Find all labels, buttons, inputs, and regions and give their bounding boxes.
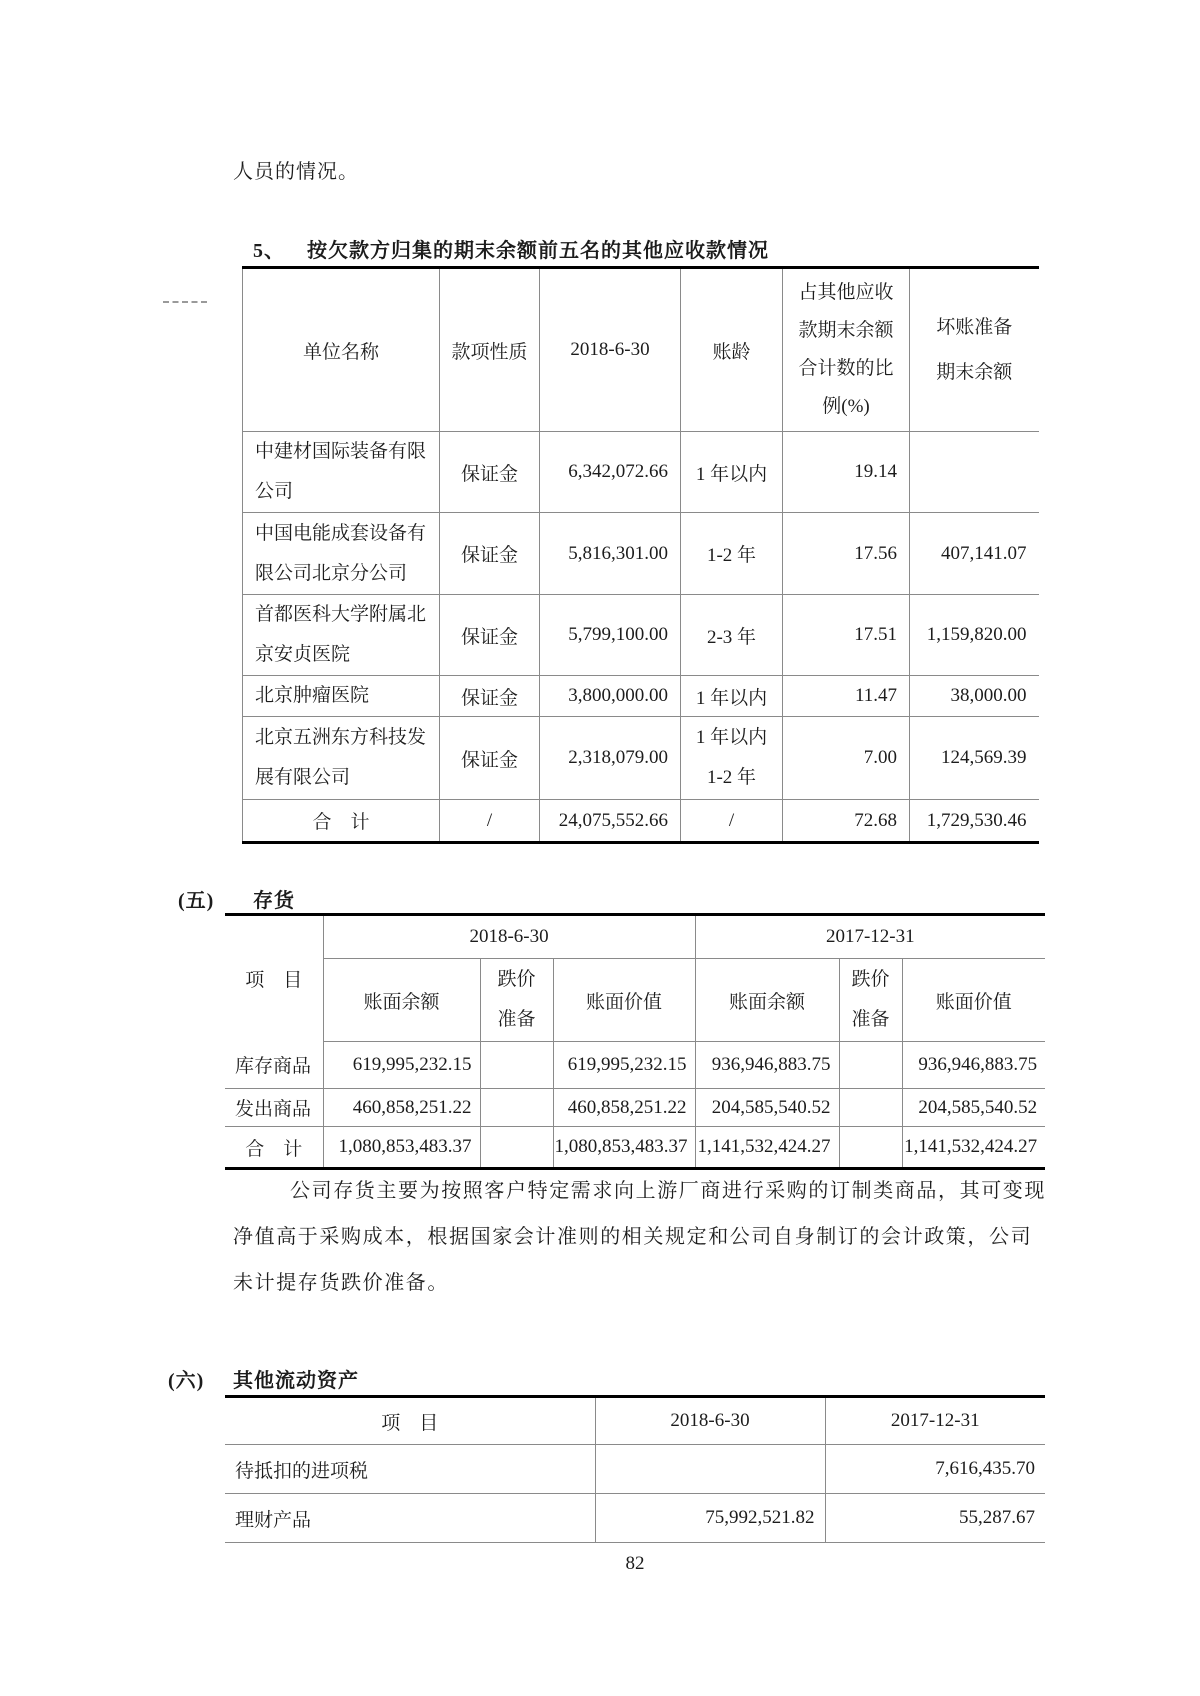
receivables-table [242, 266, 1039, 844]
col-nature: 款项性质 [440, 268, 540, 432]
amount: 5,816,301.00 [540, 513, 681, 595]
value-2018 [595, 1445, 825, 1494]
col-date: 2018-6-30 [540, 268, 681, 432]
balance-2017: 204,585,540.52 [695, 1089, 839, 1127]
col-bad-debt [910, 268, 1039, 432]
item: 待抵扣的进项税 [225, 1445, 595, 1494]
col-aging: 账龄 [681, 268, 783, 432]
provision-2017 [839, 1089, 902, 1127]
provision-line2: 准备 [851, 1009, 890, 1030]
section5-heading [253, 234, 769, 263]
section-liu-number: (六) [168, 1370, 205, 1392]
value-2018: 75,992,521.82 [595, 1494, 825, 1543]
item: 库存商品 [225, 1042, 323, 1089]
intro-text: 人员的情况。 [233, 161, 359, 183]
inventory-note [233, 1168, 1045, 1306]
table-row [243, 513, 1039, 595]
total-provision-2017 [839, 1127, 902, 1169]
item: 理财产品 [225, 1494, 595, 1543]
nature: 保证金 [440, 595, 540, 676]
total-balance-2017: 1,141,532,424.27 [695, 1127, 839, 1169]
group-2018: 2018-6-30 [323, 915, 695, 959]
group-2017: 2017-12-31 [695, 915, 1045, 959]
table-row [243, 432, 1039, 513]
other-current-assets-table [225, 1395, 1045, 1543]
ratio: 11.47 [783, 676, 910, 717]
bad-debt: 1,159,820.00 [910, 595, 1039, 676]
ratio: 7.00 [783, 717, 910, 800]
note-line: 净值高于采购成本，根据国家会计准则的相关规定和公司自身制订的会计政策，公司 [233, 1226, 1033, 1248]
bad-debt: 124,569.39 [910, 717, 1039, 800]
assets-header-row [225, 1397, 1045, 1445]
total-value-2017: 1,141,532,424.27 [904, 1136, 1038, 1157]
col-item: 项 目 [225, 1397, 595, 1445]
balance-2018: 460,858,251.22 [323, 1089, 480, 1127]
table-row [243, 676, 1039, 717]
unit-name: 首都医科大学附属北京安贞医院 [243, 595, 440, 676]
amount: 5,799,100.00 [540, 595, 681, 676]
item-column-label: 项 目 [225, 915, 323, 1042]
page-number: 82 [625, 1553, 645, 1574]
ratio-line4: 例(%) [822, 396, 870, 417]
section-wu-number: (五) [178, 890, 215, 912]
unit-name: 北京五洲东方科技发展有限公司 [243, 717, 440, 800]
unit-name: 北京肿瘤医院 [243, 676, 440, 717]
nature: 保证金 [440, 432, 540, 513]
provision-2018 [480, 1089, 553, 1127]
balance-2017: 936,946,883.75 [695, 1042, 839, 1089]
col-unit-name: 单位名称 [243, 268, 440, 432]
col-value-2017: 账面价值 [902, 959, 1045, 1042]
section5-title: 按欠款方归集的期末余额前五名的其他应收款情况 [307, 240, 769, 262]
total-aging: / [681, 800, 783, 843]
col-2017: 2017-12-31 [825, 1397, 1045, 1445]
inventory-total-row [225, 1127, 1045, 1169]
table-row [243, 717, 1039, 800]
value-2017: 936,946,883.75 [902, 1042, 1045, 1089]
bad-debt-line2: 期末余额 [936, 362, 1013, 383]
total-nature: / [440, 800, 540, 843]
provision-2017 [839, 1042, 902, 1089]
margin-dash-artifact [163, 301, 207, 303]
provision-2018 [480, 1042, 553, 1089]
value-2017: 204,585,540.52 [902, 1089, 1045, 1127]
aging: 1-2 年 [681, 513, 783, 595]
inventory-table [225, 913, 1045, 1170]
receivables-header-row [243, 268, 1039, 432]
provision-line1: 跌价 [497, 969, 536, 990]
bad-debt-line1: 坏账准备 [936, 317, 1013, 338]
aging: 2-3 年 [681, 595, 783, 676]
total-ratio: 72.68 [783, 800, 910, 843]
total-provision-2018 [480, 1127, 553, 1169]
total-value-2018: 1,080,853,483.37 [553, 1127, 695, 1169]
amount: 3,800,000.00 [540, 676, 681, 717]
col-provision-2017 [839, 959, 902, 1042]
balance-2018: 619,995,232.15 [323, 1042, 480, 1089]
section-wu-title: 存货 [253, 890, 295, 912]
table-row [243, 595, 1039, 676]
ratio: 17.56 [783, 513, 910, 595]
nature: 保证金 [440, 513, 540, 595]
inventory-row [225, 1089, 1045, 1127]
ratio: 19.14 [783, 432, 910, 513]
nature: 保证金 [440, 676, 540, 717]
ratio-line3: 合计数的比 [798, 358, 894, 379]
aging: 1 年以内 [681, 676, 783, 717]
bad-debt: 407,141.07 [910, 513, 1039, 595]
nature: 保证金 [440, 717, 540, 800]
col-value-2018: 账面价值 [553, 959, 695, 1042]
unit-name: 中国电能成套设备有限公司北京分公司 [243, 513, 440, 595]
section-liu-title: 其他流动资产 [233, 1370, 359, 1392]
aging [681, 717, 783, 800]
assets-row [225, 1445, 1045, 1494]
assets-row [225, 1494, 1045, 1543]
unit-name: 中建材国际装备有限公司 [243, 432, 440, 513]
value-2018: 460,858,251.22 [553, 1089, 695, 1127]
total-amount: 24,075,552.66 [540, 800, 681, 843]
bad-debt: 38,000.00 [910, 676, 1039, 717]
amount: 6,342,072.66 [540, 432, 681, 513]
aging: 1 年以内 [681, 432, 783, 513]
inventory-row [225, 1042, 1045, 1089]
total-balance-2018: 1,080,853,483.37 [323, 1127, 480, 1169]
item: 发出商品 [225, 1089, 323, 1127]
inventory-date-row [225, 915, 1045, 959]
inventory-subheader-row [225, 959, 1045, 1042]
note-line: 公司存货主要为按照客户特定需求向上游厂商进行采购的订制类商品，其可变现 [290, 1180, 1046, 1202]
value-2017: 7,616,435.70 [825, 1445, 1045, 1494]
bad-debt [910, 432, 1039, 513]
aging-line1: 1 年以内 [695, 727, 768, 748]
ratio: 17.51 [783, 595, 910, 676]
note-line: 未计提存货跌价准备。 [233, 1272, 449, 1294]
total-label: 合 计 [243, 800, 440, 843]
total-bad-debt: 1,729,530.46 [926, 809, 1027, 831]
aging-line2: 1-2 年 [706, 767, 757, 788]
value-2017: 55,287.67 [825, 1494, 1045, 1543]
provision-line2: 准备 [497, 1009, 536, 1030]
total-row [243, 800, 1039, 843]
col-balance-2017: 账面余额 [695, 959, 839, 1042]
value-2018: 619,995,232.15 [553, 1042, 695, 1089]
col-ratio [783, 268, 910, 432]
total-label: 合 计 [225, 1127, 323, 1169]
col-provision-2018 [480, 959, 553, 1042]
ratio-line1: 占其他应收 [798, 282, 894, 303]
ratio-line2: 款期末余额 [798, 320, 894, 341]
section5-number: 5、 [253, 240, 285, 262]
col-2018: 2018-6-30 [595, 1397, 825, 1445]
provision-line1: 跌价 [851, 969, 890, 990]
col-balance-2018: 账面余额 [323, 959, 480, 1042]
amount: 2,318,079.00 [540, 717, 681, 800]
